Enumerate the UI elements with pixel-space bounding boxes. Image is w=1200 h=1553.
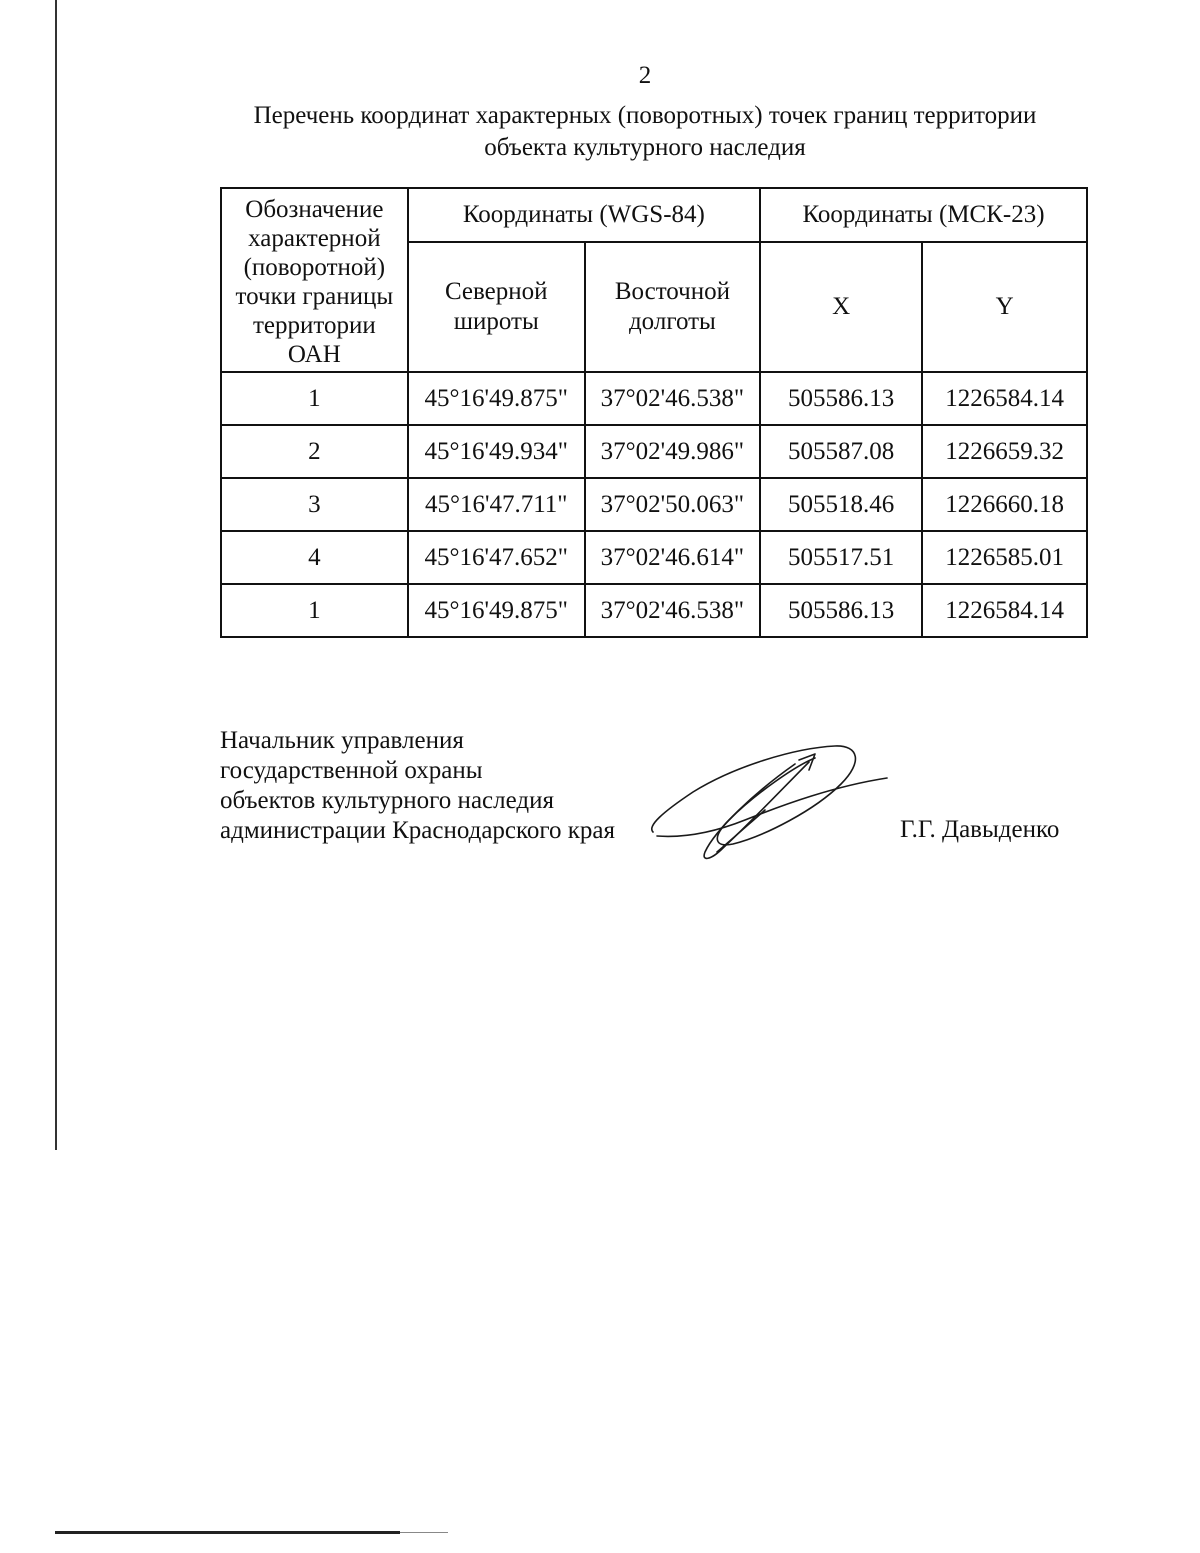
cell-x: 505518.46 bbox=[760, 478, 922, 531]
cell-x: 505586.13 bbox=[760, 584, 922, 637]
cell-point: 2 bbox=[221, 425, 408, 478]
cell-y: 1226584.14 bbox=[922, 372, 1087, 425]
table-body bbox=[221, 372, 1087, 637]
handwritten-signature-icon bbox=[645, 740, 895, 865]
table-row bbox=[221, 372, 1087, 425]
bottom-rule-tail bbox=[400, 1532, 448, 1533]
cell-latitude: 45°16'47.711" bbox=[408, 478, 585, 531]
cell-longitude: 37°02'46.538" bbox=[585, 372, 760, 425]
header-designation-line: территории bbox=[252, 312, 376, 339]
table-row bbox=[221, 584, 1087, 637]
table-row bbox=[221, 531, 1087, 584]
table-header bbox=[221, 188, 1087, 372]
header-wgs84-group: Координаты (WGS-84) bbox=[408, 188, 760, 242]
cell-x: 505586.13 bbox=[760, 372, 922, 425]
signer-name: Г.Г. Давыденко bbox=[900, 816, 1060, 843]
position-line: объектов культурного наследия bbox=[220, 787, 554, 814]
header-designation-line: Обозначение bbox=[245, 196, 384, 223]
position-line: Начальник управления bbox=[220, 727, 464, 754]
cell-longitude: 37°02'46.614" bbox=[585, 531, 760, 584]
header-designation-line: характерной bbox=[248, 225, 381, 252]
header-msk23-group: Координаты (МСК-23) bbox=[760, 188, 1087, 242]
coordinates-table bbox=[220, 187, 1088, 638]
header-latitude bbox=[408, 242, 585, 372]
cell-y: 1226584.14 bbox=[922, 584, 1087, 637]
cell-x: 505517.51 bbox=[760, 531, 922, 584]
position-line: государственной охраны bbox=[220, 757, 483, 784]
cell-x: 505587.08 bbox=[760, 425, 922, 478]
header-latitude-line: широты bbox=[453, 307, 539, 335]
cell-point: 1 bbox=[221, 584, 408, 637]
cell-latitude: 45°16'49.934" bbox=[408, 425, 585, 478]
bottom-rule bbox=[55, 1531, 400, 1534]
header-designation-line: ОАН bbox=[287, 341, 341, 368]
cell-point: 1 bbox=[221, 372, 408, 425]
cell-latitude: 45°16'49.875" bbox=[408, 372, 585, 425]
cell-y: 1226585.01 bbox=[922, 531, 1087, 584]
header-x: X bbox=[760, 242, 922, 372]
page-number: 2 bbox=[638, 62, 652, 89]
header-designation-line: (поворотной) bbox=[243, 254, 386, 281]
table-row bbox=[221, 425, 1087, 478]
cell-point: 3 bbox=[221, 478, 408, 531]
cell-longitude: 37°02'46.538" bbox=[585, 584, 760, 637]
cell-latitude: 45°16'47.652" bbox=[408, 531, 585, 584]
cell-longitude: 37°02'50.063" bbox=[585, 478, 760, 531]
header-longitude bbox=[585, 242, 760, 372]
header-y: Y bbox=[922, 242, 1087, 372]
document-title bbox=[200, 100, 1090, 164]
position-line: администрации Краснодарского края bbox=[220, 817, 616, 844]
header-longitude-line: долготы bbox=[628, 307, 716, 335]
header-longitude-line: Восточной bbox=[614, 277, 730, 305]
cell-longitude: 37°02'49.986" bbox=[585, 425, 760, 478]
header-latitude-line: Северной bbox=[444, 277, 548, 305]
title-line-2: объекта культурного наследия bbox=[484, 134, 806, 161]
title-line-1: Перечень координат характерных (поворотных) точек границ территории bbox=[253, 102, 1037, 129]
left-margin-rule bbox=[55, 0, 57, 1150]
cell-y: 1226659.32 bbox=[922, 425, 1087, 478]
header-point-designation bbox=[221, 188, 408, 372]
signatory-position bbox=[220, 726, 615, 846]
cell-point: 4 bbox=[221, 531, 408, 584]
table-row bbox=[221, 478, 1087, 531]
header-designation-line: точки границы bbox=[235, 283, 394, 310]
cell-latitude: 45°16'49.875" bbox=[408, 584, 585, 637]
cell-y: 1226660.18 bbox=[922, 478, 1087, 531]
